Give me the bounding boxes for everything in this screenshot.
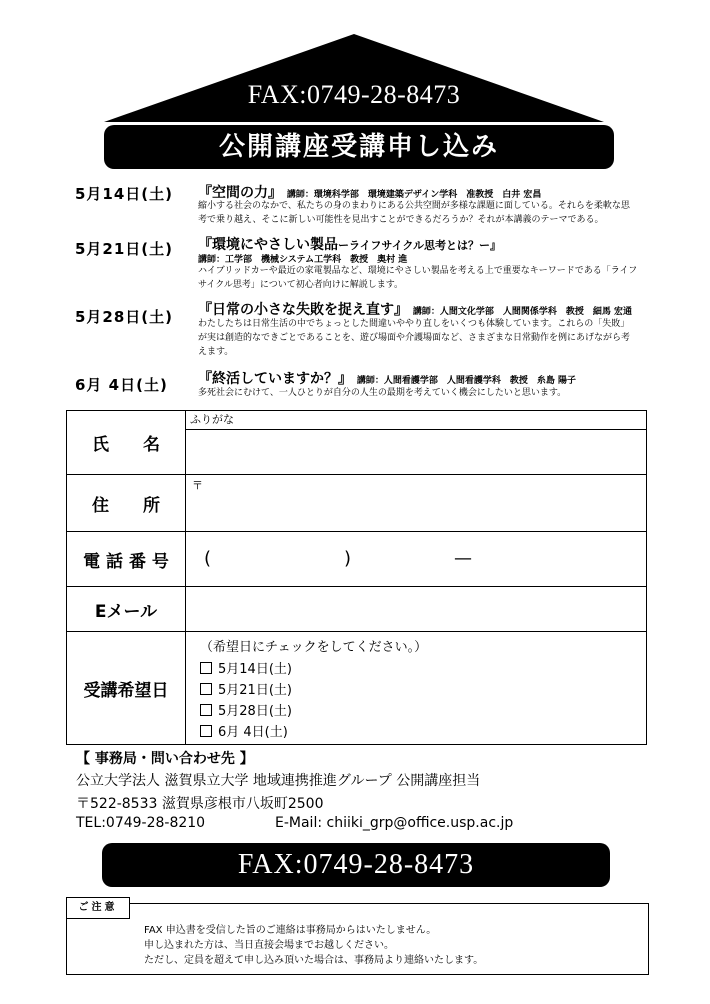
notice-line: FAX 申込書を受信した旨のご連絡は事務局からはいたしません。 — [144, 925, 437, 936]
session-lecturer: 講師：環境科学部 環境建築デザイン学科 准教授 白井 宏昌 — [286, 190, 542, 200]
session-date: 5月21日(土) — [75, 240, 174, 258]
name-field[interactable] — [186, 411, 647, 475]
notice-tag: ご注意 — [66, 897, 130, 919]
postal-mark: 〒 — [192, 479, 203, 492]
date-option[interactable] — [186, 699, 646, 720]
fax-number-top: FAX:0749-28-8473 — [247, 80, 461, 109]
session-title: 『環境にやさしい製品 — [198, 237, 338, 253]
date-option-label: 5月28日(土) — [218, 704, 292, 719]
checkbox[interactable] — [200, 683, 212, 695]
email-field[interactable] — [186, 587, 647, 632]
phone-paren-open: ( — [204, 548, 212, 569]
office-email: E-Mail: chiiki_grp@office.usp.ac.jp — [275, 815, 514, 831]
dates-instruction: （希望日にチェックをしてください。） — [200, 640, 428, 655]
session-subtitle: ーライフサイクル思考とは？ー』 — [338, 239, 502, 252]
office-tel: TEL:0749-28-8210 — [76, 815, 206, 831]
session-description: 縮小する社会のなかで、私たちの身のまわりにある公共空間が多様な課題に面している。それらを柔軟な思考で乗り越え、そこに新しい可能性を見出すことができるだろうか？それが本講義のテーマである。 — [198, 201, 630, 225]
date-option-label: 5月21日(土) — [218, 683, 292, 698]
session-description: ハイブリッドカーや最近の家電製品など、環境にやさしい製品を考える上で重要なキーワードである「ライフサイクル思考」について初心者向けに解説します。 — [198, 266, 638, 290]
session-lecturer: 講師：人間文化学部 人間関係学科 教授 細馬 宏通 — [412, 307, 633, 317]
session-date: 5月14日(土) — [75, 185, 174, 203]
page-title: 公開講座受講申し込み — [104, 125, 614, 169]
notice-line: ただし、定員を超えて申し込み頂いた場合は、事務局より連絡いたします。 — [144, 955, 484, 966]
dates-field — [186, 632, 647, 745]
session-title: 『空間の力』 — [198, 185, 282, 201]
address-label: 住 所 — [67, 475, 186, 532]
fax-number-bottom: FAX:0749-28-8473 — [102, 843, 610, 887]
phone-field[interactable] — [186, 532, 647, 587]
phone-label: 電 話 番 号 — [67, 532, 186, 587]
application-form — [66, 410, 647, 745]
dates-label: 受講希望日 — [67, 632, 186, 745]
session-lecturer: 講師：工学部 機械システム工学科 教授 奥村 進 — [198, 255, 408, 265]
date-option[interactable] — [186, 657, 646, 678]
name-input-area[interactable] — [186, 430, 646, 474]
session-date: 6月 4日(土) — [75, 376, 168, 394]
checkbox[interactable] — [200, 662, 212, 674]
date-option-label: 6月 4日(土) — [218, 725, 288, 740]
office-address: 〒522-8533 滋賀県彦根市八坂町2500 — [76, 796, 324, 812]
session-lecturer: 講師：人間看護学部 人間看護学科 教授 糸島 陽子 — [356, 376, 577, 386]
notice-line: 申し込まれた方は、当日直接会場までお越しください。 — [144, 940, 394, 951]
office-org: 公立大学法人 滋賀県立大学 地域連携推進グループ 公開講座担当 — [76, 773, 481, 789]
date-option[interactable] — [186, 678, 646, 699]
session-heading — [198, 234, 501, 254]
session-description: わたしたちは日常生活の中でちょっとした間違いややり直しをいくつも体験しています。これらの「失敗」が実は創造的なできごとであることを、遊び場面や介護場面など、さまざまな日常動作を例にあげながら考えます。 — [198, 319, 631, 357]
phone-dash: — — [454, 548, 472, 569]
session-date: 5月28日(土) — [75, 308, 174, 326]
name-label: 氏 名 — [67, 411, 186, 475]
address-field[interactable] — [186, 475, 647, 532]
furigana-label: ふりがな — [186, 411, 646, 430]
office-heading: 【 事務局・問い合わせ先 】 — [76, 751, 254, 767]
session-heading — [198, 368, 576, 388]
checkbox[interactable] — [200, 725, 212, 737]
session-description: 多死社会にむけて、一人ひとりが自分の人生の最期を考えていく機会にしたいと思います。 — [198, 388, 567, 398]
checkbox[interactable] — [200, 704, 212, 716]
date-option-label: 5月14日(土) — [218, 662, 292, 677]
email-label: Eメール — [67, 587, 186, 632]
session-title: 『終活していますか？』 — [198, 371, 352, 387]
session-heading — [198, 299, 632, 319]
phone-paren-close: ) — [344, 548, 352, 569]
session-title: 『日常の小さな失敗を捉え直す』 — [198, 302, 408, 318]
date-option[interactable] — [186, 720, 646, 741]
